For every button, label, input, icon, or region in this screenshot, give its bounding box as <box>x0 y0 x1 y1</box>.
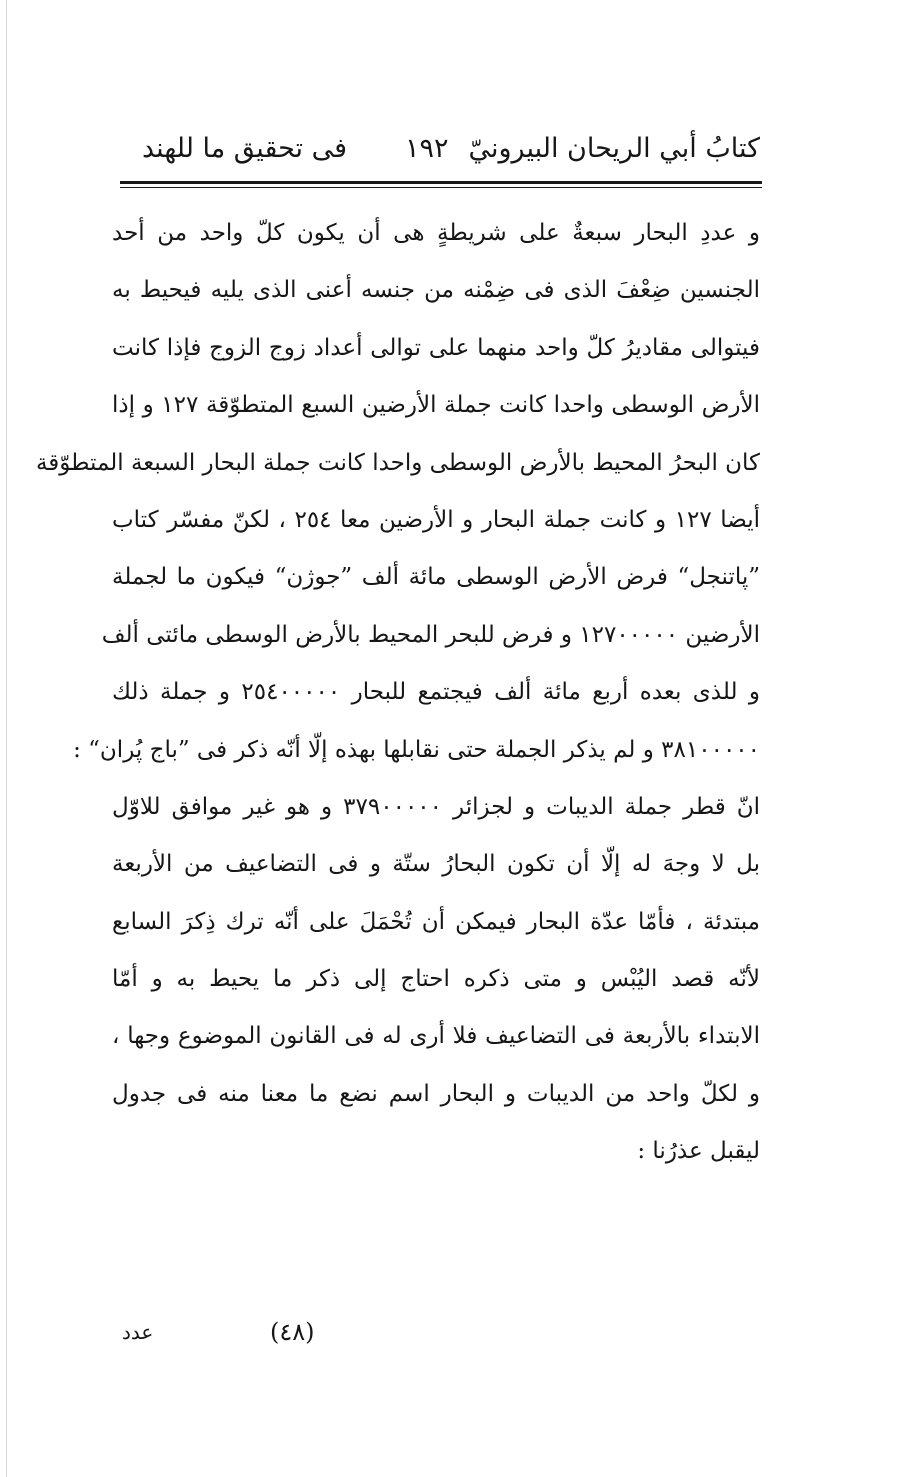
text-line: انّ قطر جملة الديبات و لجزائر ٣٧٩٠٠٠٠٠ و هو غير موافق للاوّل <box>112 793 760 820</box>
text-line: ”پاتنجل“ فرض الأرض الوسطى مائة ألف ”جوژن“ فيكون ما لجملة <box>112 564 760 591</box>
text-line: مبتدئة ، فأمّا عدّة البحار فيمكن أن تُحْمَلَ على أنّه ترك ذِكرَ السابع <box>112 908 760 935</box>
text-line: و لكلّ واحد من الديبات و البحار اسم نضع ما معنا منه فى جدول <box>112 1080 760 1107</box>
text-line: و عددِ البحار سبعةٌ على شريطةٍ هى أن يكون كلّ واحد من أحد <box>112 220 760 246</box>
catchword: عدد <box>122 1320 154 1344</box>
text-line-last: ليقبل عذرُنا : <box>637 1138 760 1165</box>
text-line: أيضا ١٢٧ و كانت جملة البحار و الأرضين معا ٢٥٤ ، لكنّ مفسّر كتاب <box>112 506 761 533</box>
page-edge-line <box>6 0 7 1477</box>
text-line: الأرضين ١٢٧٠٠٠٠٠ و فرض للبحر المحيط بالأرض الوسطى مائتى ألف <box>101 621 760 648</box>
running-header <box>120 133 760 183</box>
text-line: الجنسين ضِعْفَ الذى فى ضِمْنه من جنسه أعنى الذى يليه فيحيط به <box>112 277 760 304</box>
text-line: فيتوالى مقاديرُ كلّ واحد منهما على توالى أعداد زوج الزوج فإذا كانت <box>112 334 760 361</box>
signature-mark: (٤٨) <box>270 1318 315 1346</box>
text-line: لأنّه قصد اليُبْس و متى ذكره احتاج إلى ذكر ما يحيط به و أمّا <box>112 966 760 993</box>
header-book-title: كتابُ أبي الريحان البيرونيّ <box>468 133 760 164</box>
header-subject: فى تحقيق ما للهند <box>142 133 348 164</box>
text-line: الابتداء بالأربعة فى التضاعيف فلا أرى له فى القانون الموضوع وجها ، <box>112 1023 760 1050</box>
text-line: ٣٨١٠٠٠٠٠ و لم يذكر الجملة حتى نقابلها بهذه إلّا أنّه ذكر فى ”باج پُران“ : <box>73 736 760 763</box>
header-rule-thick <box>120 181 762 184</box>
text-line: و للذى بعده أربع مائة ألف فيجتمع للبحار ٢٥٤٠٠٠٠٠ و جملة ذلك <box>112 679 760 706</box>
body-text <box>35 205 761 1181</box>
text-line: كان البحرُ المحيط بالأرض الوسطى واحدا كانت جملة البحار السبعة المتطوّقة <box>35 449 760 476</box>
text-line: بل لا وجهَ له إلّا أن تكون البحارُ ستّة و فى التضاعيف من الأربعة <box>112 851 760 878</box>
header-page-number: ١٩٢ <box>405 133 449 164</box>
header-rule-thin <box>120 187 762 188</box>
text-line: الأرض الوسطى واحدا كانت جملة الأرضين السبع المتطوّقة ١٢٧ و إذا <box>112 392 760 419</box>
